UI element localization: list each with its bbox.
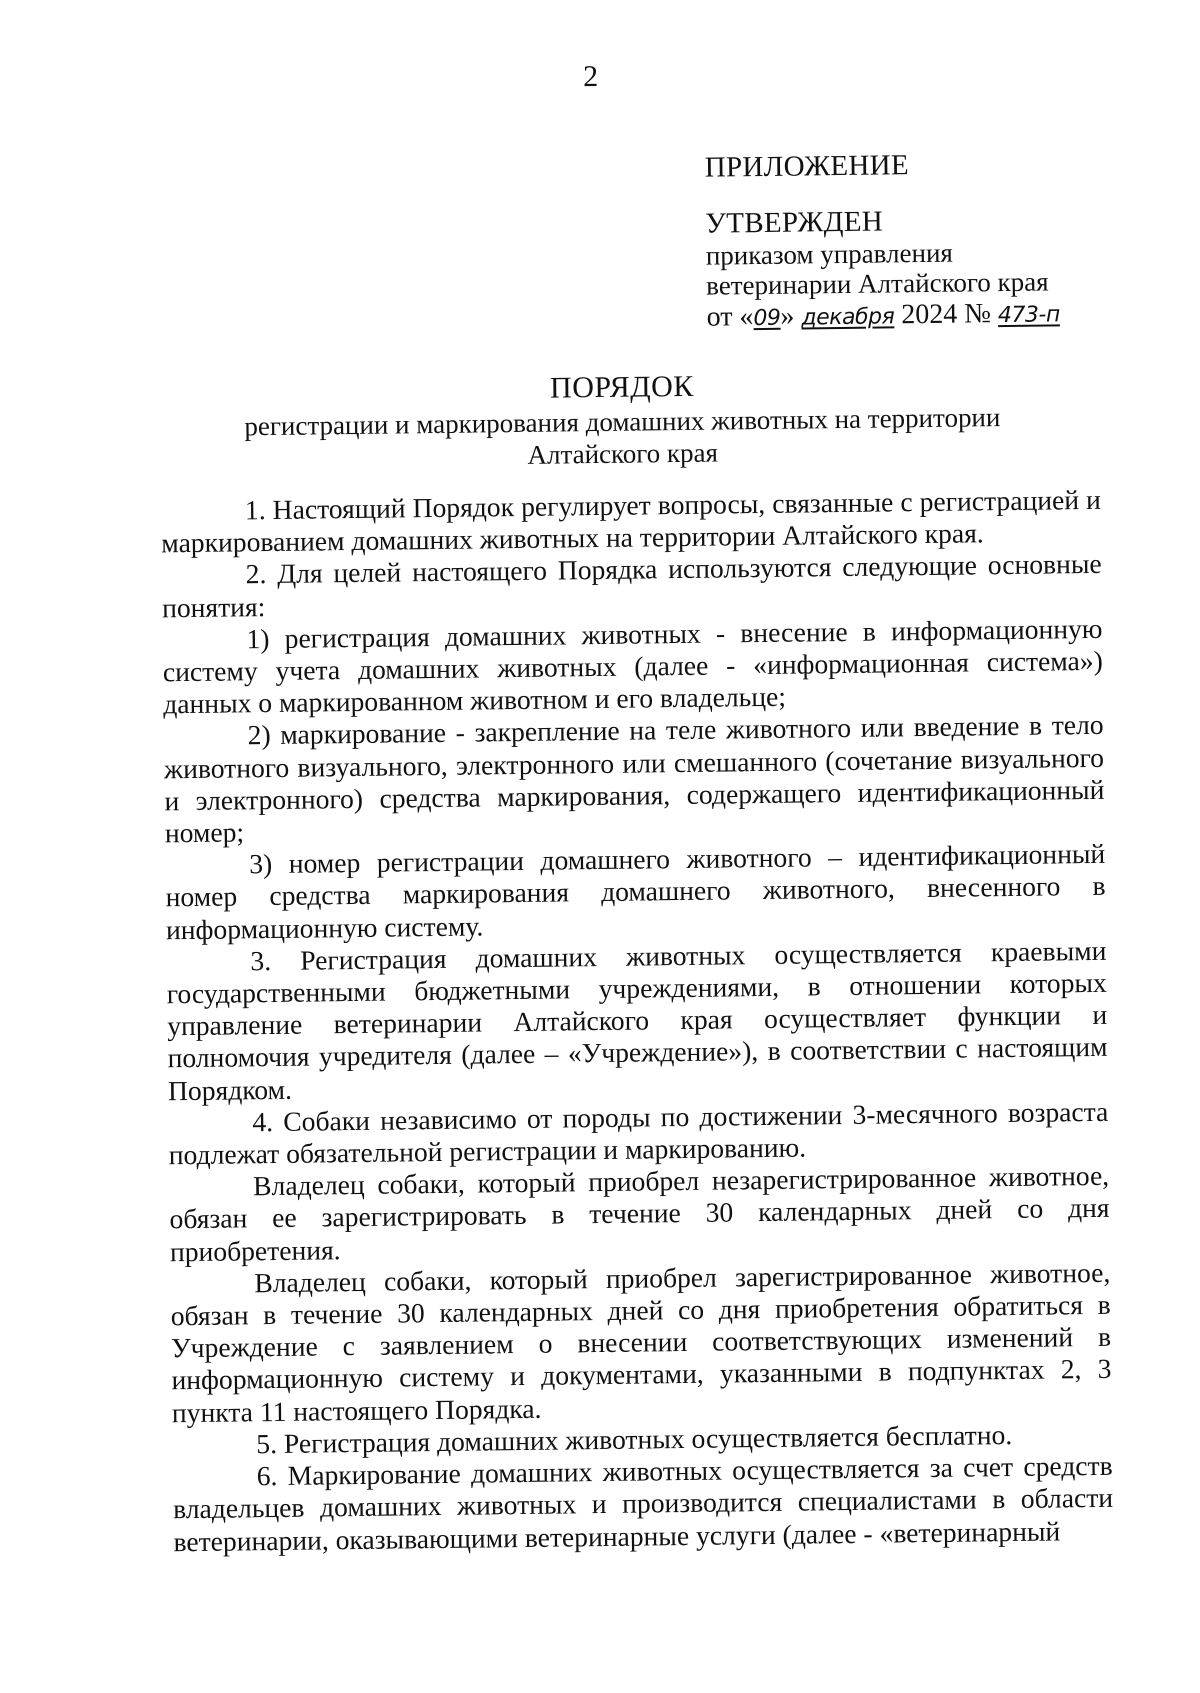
paragraph: 2) маркирование - закрепление на теле животного или введение в тело животного визуального, электронного или смешанного (сочетание визуального и электронного) средства маркирования, содержащего идентификационный номер;: [163, 709, 1105, 849]
handwritten-order-number: 473-п: [997, 302, 1060, 329]
title-subtitle: Алтайского края: [527, 437, 719, 470]
paragraph: 5. Регистрация домашних животных осуществляется бесплатно.: [256, 1418, 1013, 1460]
handwritten-month: декабря: [801, 304, 895, 331]
paragraph: 2. Для целей настоящего Порядка используются следующие основные понятия:: [161, 548, 1102, 623]
paragraph: Владелец собаки, который приобрел незарегистрированное животное, обязан ее зарегистрировать в течение 30 календарных дней со дня приобретения.: [169, 1160, 1110, 1267]
handwritten-day: 09: [753, 305, 781, 332]
document-body: [161, 484, 1114, 1558]
approval-line: приказом управления: [705, 237, 954, 271]
annex-label: ПРИЛОЖЕНИЕ: [704, 149, 910, 184]
title-subtitle: регистрации и маркирования домашних животных на территории: [244, 402, 1001, 442]
order-date-line: [706, 297, 1166, 335]
paragraph: Владелец собаки, который приобрел зарегистрированное животное, обязан в течение 30 календарных дней со дня приобретения обратиться в Учреждение с заявлением о внесении соответствующих изменений в информационную систему и документами, указанными в подпунктах 2, 3 пункта 11 настоящего Порядка.: [170, 1256, 1112, 1428]
approved-label: УТВЕРЖДЕН: [705, 205, 884, 240]
paragraph: 1. Настоящий Порядок регулирует вопросы, связанные с регистрацией и маркированием домашних животных на территории Алтайского края.: [161, 483, 1102, 559]
paragraph: 4. Собаки независимо от породы по достижении 3-месячного возраста подлежат обязательной регистрации и маркированию.: [168, 1095, 1109, 1171]
order-year-label: 2024 №: [901, 298, 992, 331]
page-number: 2: [582, 59, 599, 94]
date-day-close: »: [780, 300, 795, 332]
approval-line: ветеринарии Алтайского края: [706, 266, 1049, 301]
paragraph: 1) регистрация домашних животных - внесение в информационную систему учета домашних животных (далее - «информационная система») данных о маркированном животном и его владельце;: [162, 612, 1103, 720]
paragraph: 3. Регистрация домашних животных осуществляется краевыми государственными бюджетными учреждениями, в отношении которых управление ветеринарии Алтайского края осуществляет функции и полномочия учредителя (далее – «Учреждение»), в соответствии с настоящим Порядком.: [166, 934, 1108, 1106]
date-prefix: от «: [706, 301, 754, 333]
paragraph: 3) номер регистрации домашнего животного – идентификационный номер средства маркирования домашнего животного, внесенного в информационную систему.: [165, 838, 1106, 945]
paragraph: 6. Маркирование домашних животных осуществляется за счет средств владельцев домашних животных и производится специалистами в области ветеринарии, оказывающими ветеринарные услуги (далее - «ветеринарный: [172, 1449, 1114, 1557]
title-heading: ПОРЯДОК: [549, 369, 695, 405]
document-title: [154, 364, 1090, 475]
approval-block: [705, 145, 1167, 335]
